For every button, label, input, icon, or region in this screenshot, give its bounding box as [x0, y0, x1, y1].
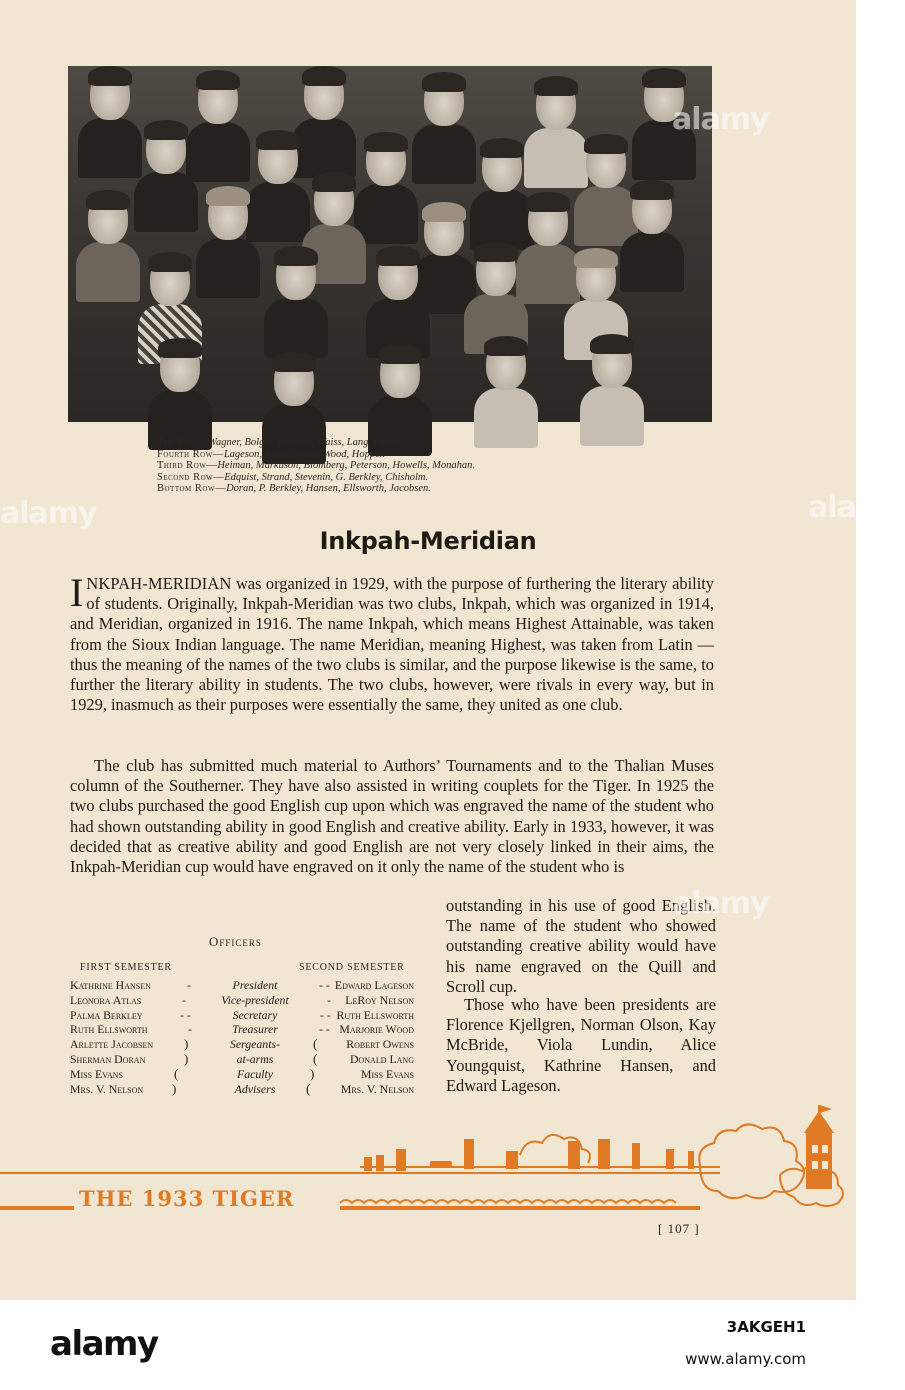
- student-figure: [78, 70, 142, 178]
- dog-silhouette: [430, 1161, 452, 1167]
- figure-silhouette: [632, 1143, 640, 1169]
- footer-rule: [340, 1206, 700, 1210]
- student-figure: [366, 250, 430, 358]
- club-group-photo: [68, 66, 712, 422]
- figure-silhouette: [568, 1141, 580, 1169]
- second-semester-label: SECOND SEMESTER: [299, 962, 405, 973]
- flag-pole: [818, 1105, 820, 1115]
- first-semester-label: FIRST SEMESTER: [80, 962, 172, 973]
- student-figure: [148, 342, 212, 450]
- student-figure: [264, 250, 328, 358]
- caption-row: Fourth Row—Lageson, Boyle, Wilen, Wood, Hopper.: [157, 448, 386, 460]
- drop-cap: I: [70, 570, 84, 615]
- watermark-logo: alamy: [0, 496, 97, 531]
- figure-silhouette: [666, 1149, 674, 1169]
- figure-silhouette: [396, 1149, 406, 1171]
- footer-rule: [0, 1206, 74, 1210]
- stock-photo-band: [0, 1300, 856, 1390]
- figure-silhouette: [364, 1157, 372, 1171]
- tower-window: [822, 1161, 828, 1169]
- watermark-logo: alamy: [672, 886, 769, 921]
- caption-row: Top Row—Wagner, Bolger, Renlund, Waiss, Lang, Owens.: [157, 437, 405, 448]
- watermark-logo: alamy: [808, 490, 905, 525]
- officer-row: Mrs. V. Nelson ) Advisers ( Mrs. V. Nelson: [70, 1081, 414, 1096]
- tower-window: [812, 1161, 818, 1169]
- student-figure: [620, 184, 684, 292]
- article-paragraph: Those who have been presidents are Florence Kjellgren, Norman Olson, Kay McBride, Viola Lundin, Alice Youngquist, Kathrine Hansen, and Edward Lageson.: [446, 995, 716, 1095]
- student-figure: [76, 194, 140, 302]
- caption-row: Bottom Row—Doran, P. Berkley, Hansen, Ellsworth, Jacobsen.: [157, 483, 431, 495]
- officer-row: Miss Evans ( Faculty ) Miss Evans: [70, 1066, 414, 1081]
- cloud-outline: [699, 1124, 804, 1198]
- article-paragraph: outstanding in his use of good English. The name of the student who showed outstanding creative ability would have his name engraved on the Quill and Scroll cup.: [446, 896, 716, 996]
- officer-row: Ruth Ellsworth - Treasurer - - Marjorie Wood: [70, 1022, 414, 1036]
- photo-caption: [157, 437, 677, 495]
- student-figure: [134, 124, 198, 232]
- student-figure: [412, 76, 476, 184]
- article-title: Inkpah-Meridian: [319, 527, 537, 555]
- officer-row: Arlette Jacobsen ) Sergeants- ( Robert Owens: [70, 1036, 414, 1051]
- wave-border: [340, 1200, 676, 1203]
- student-figure: [196, 190, 260, 298]
- figure-silhouette: [598, 1139, 610, 1169]
- student-figure: [580, 338, 644, 446]
- article-paragraph: The club has submitted much material to Authors’ Tournaments and to the Thalian Muses column of the Southerner. They have also assisted in writing couplets for the Tiger. In 1925 the two clubs purchased the good English cup upon which was engraved the name of the student who had shown outstanding ability in good English and creative ability. Early in 1933, however, it was decided that as creative ability and good English are not very closely linked in their aims, the Inkpah-Meridian cup would have engraved on it only the name of the student who is: [70, 756, 714, 877]
- page-number: [ 107 ]: [658, 1221, 700, 1236]
- officer-row: Kathrine Hansen - President - - Edward Lageson: [70, 978, 414, 992]
- watermark-logo: alamy: [672, 102, 769, 137]
- tower-silhouette: [806, 1131, 832, 1189]
- figure-silhouette: [506, 1151, 518, 1169]
- figure-silhouette: [464, 1139, 474, 1169]
- tower-window: [812, 1145, 818, 1153]
- site-url: www.alamy.com: [685, 1350, 806, 1368]
- student-figure: [474, 340, 538, 448]
- tower-window: [822, 1145, 828, 1153]
- flag: [820, 1105, 832, 1113]
- figure-silhouette: [688, 1151, 694, 1169]
- officers-heading: Officers: [209, 934, 262, 949]
- figure-silhouette: [376, 1155, 384, 1171]
- caption-row: Second Row—Edquist, Strand, Stevenin, G. Berkley, Chisholm.: [157, 471, 429, 483]
- officer-row: Sherman Doran ) at-arms ( Donald Lang: [70, 1051, 414, 1066]
- caption-row: Third Row—Heiman, Markuson, Blomberg, Peterson, Howells, Monahan.: [157, 460, 476, 472]
- officer-row: Palma Berkley - - Secretary - - Ruth Ellsworth: [70, 1008, 414, 1022]
- article-paragraph: INKPAH-MERIDIAN was organized in 1929, with the purpose of furthering the literary ability of students. Originally, Inkpah-Meridian was two clubs, Inkpah, which was organized in 1914, and Meridian, organized in 1916. The name Inkpah, which means Highest Attainable, was taken from the Sioux Indian language. The name Meridian, meaning Highest, was taken from Latin — thus the meaning of the names of the two clubs is similar, and the purpose likewise is the same, to further the literary ability in students. The two clubs, however, were rivals in every way, but in 1929, inasmuch as their purposes were essentially the same, they united as one club.: [70, 570, 714, 715]
- officer-row: Leonora Atlas - Vice-president - LeRoy Nelson: [70, 993, 414, 1007]
- yearbook-title: THE 1933 TIGER: [75, 1186, 298, 1211]
- image-id: 3AKGEH1: [726, 1318, 806, 1336]
- alamy-logo: alamy: [50, 1324, 158, 1364]
